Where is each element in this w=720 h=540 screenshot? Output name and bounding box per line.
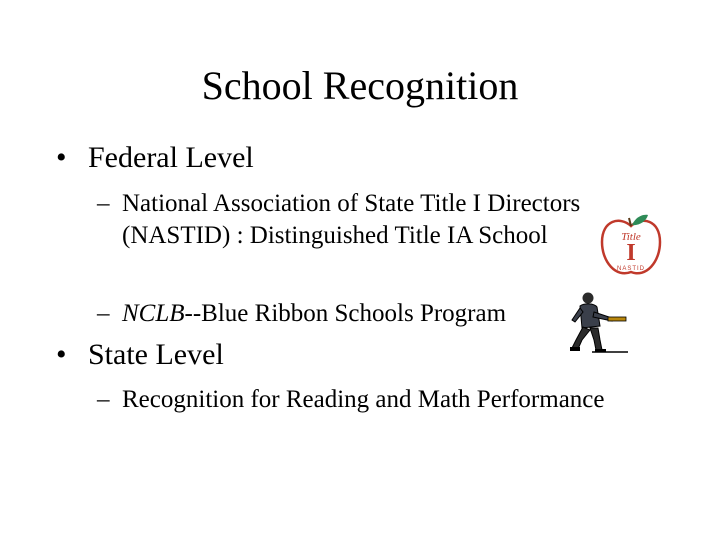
item-reading-math: Recognition for Reading and Math Performance — [122, 386, 605, 413]
logo-top-text: Title — [621, 231, 641, 243]
nastid-apple-logo-icon — [598, 212, 664, 280]
dash-bullet: – — [97, 300, 110, 327]
bullet-dot: • — [56, 141, 67, 174]
dash-bullet: – — [97, 190, 110, 217]
item-blue-ribbon-text: --Blue Ribbon Schools Program — [184, 300, 507, 327]
logo-bottom-text: NASTID — [616, 266, 646, 272]
figure-front-leg — [590, 328, 602, 350]
section-heading-state: State Level — [88, 338, 224, 371]
item-blue-ribbon — [122, 297, 506, 331]
held-object — [608, 317, 626, 321]
logo-big-letter: I — [626, 240, 636, 266]
bullet-dot: • — [56, 338, 67, 371]
figure-shoe — [570, 347, 580, 351]
item-nastid-line1: National Association of State Title I Directors — [122, 190, 581, 217]
item-nastid-line2: (NASTID) : Distinguished Title IA School — [122, 222, 548, 249]
slide-title: School Recognition — [201, 63, 519, 108]
figure-back-leg — [572, 327, 590, 349]
figure-shoe — [595, 349, 606, 352]
figure-head — [583, 293, 594, 304]
man-running-clipart-icon — [566, 290, 630, 356]
item-nclb-italic: NCLB — [122, 300, 185, 327]
section-heading-federal: Federal Level — [88, 141, 254, 174]
dash-bullet: – — [97, 386, 110, 413]
